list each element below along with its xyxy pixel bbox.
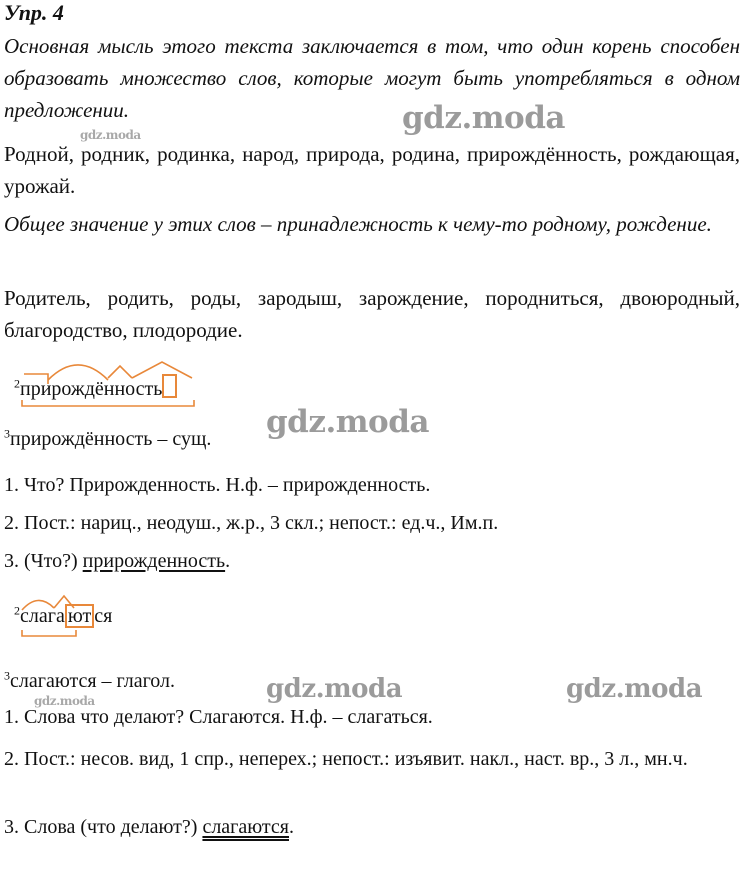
watermark-large-4: gdz.moda xyxy=(566,674,703,704)
line-prefix: 3. (Что?) xyxy=(4,550,83,572)
watermark-small-1: gdz.moda xyxy=(80,128,141,142)
analysis-1-line-2: 2. Пост.: нариц., неодуш., ж.р., 3 скл.; непост.: ед.ч., Им.п. xyxy=(4,512,499,534)
words-list-1: Родной, родник, родинка, народ, природа, родина, прирождённость, рождающая, урожай. xyxy=(4,142,740,198)
analysis-1-head xyxy=(4,428,211,451)
morph-postfix: ся xyxy=(94,605,113,627)
exercise-title: Упр. 4 xyxy=(4,0,64,25)
morphemic-parse-1 xyxy=(14,374,177,401)
ending-box: ют xyxy=(65,604,94,628)
stem-bracket-2 xyxy=(22,630,76,636)
zero-ending-box xyxy=(162,374,177,398)
watermark-large-3: gdz.moda xyxy=(266,674,403,704)
analysis-2-line-2: 2. Пост.: несов. вид, 1 спр., неперех.; непост.: изъявит. накл., наст. вр., 3 л., мн.ч. xyxy=(4,748,688,770)
line-prefix: 3. Слова (что делают?) xyxy=(4,816,203,838)
superscript-number: 3 xyxy=(4,426,10,441)
head-text: прирождённость – сущ. xyxy=(10,428,212,450)
predicate-word: слагаются xyxy=(202,816,289,838)
line-suffix: . xyxy=(289,816,294,838)
analysis-2-head xyxy=(4,670,175,693)
morph-word: прирождённость xyxy=(20,378,163,400)
watermark-large-2: gdz.moda xyxy=(266,404,429,440)
analysis-1-line-1: 1. Что? Прирожденность. Н.ф. – прирожденность. xyxy=(4,474,431,496)
head-text: слагаются – глагол. xyxy=(10,670,176,692)
analysis-1-line-3 xyxy=(4,550,230,573)
superscript-number: 2 xyxy=(14,603,20,618)
words-list-2: Родитель, родить, роды, зародыш, зарождение, породниться, двоюродный, благородство, плодородие. xyxy=(4,286,740,342)
morph-stem: слага xyxy=(20,605,65,627)
watermark-small-2: gdz.moda xyxy=(34,694,95,708)
analysis-2-line-1: 1. Слова что делают? Слагаются. Н.ф. – слагаться. xyxy=(4,706,433,728)
line-suffix: . xyxy=(225,550,231,572)
morphemic-parse-2 xyxy=(14,604,112,628)
common-meaning-paragraph: Общее значение у этих слов – принадлежность к чему-то родному, рождение. xyxy=(4,212,712,236)
subject-word: прирожденность xyxy=(82,550,226,572)
analysis-2-line-3 xyxy=(4,816,294,839)
superscript-number: 3 xyxy=(4,668,10,683)
watermark-large-1: gdz.moda xyxy=(402,100,565,136)
superscript-number: 2 xyxy=(14,376,20,391)
main-idea-paragraph: Основная мысль этого текста заключается в том, что один корень способен образовать множество слов, которые могут быть употребляться в одном предложении. xyxy=(4,34,740,122)
